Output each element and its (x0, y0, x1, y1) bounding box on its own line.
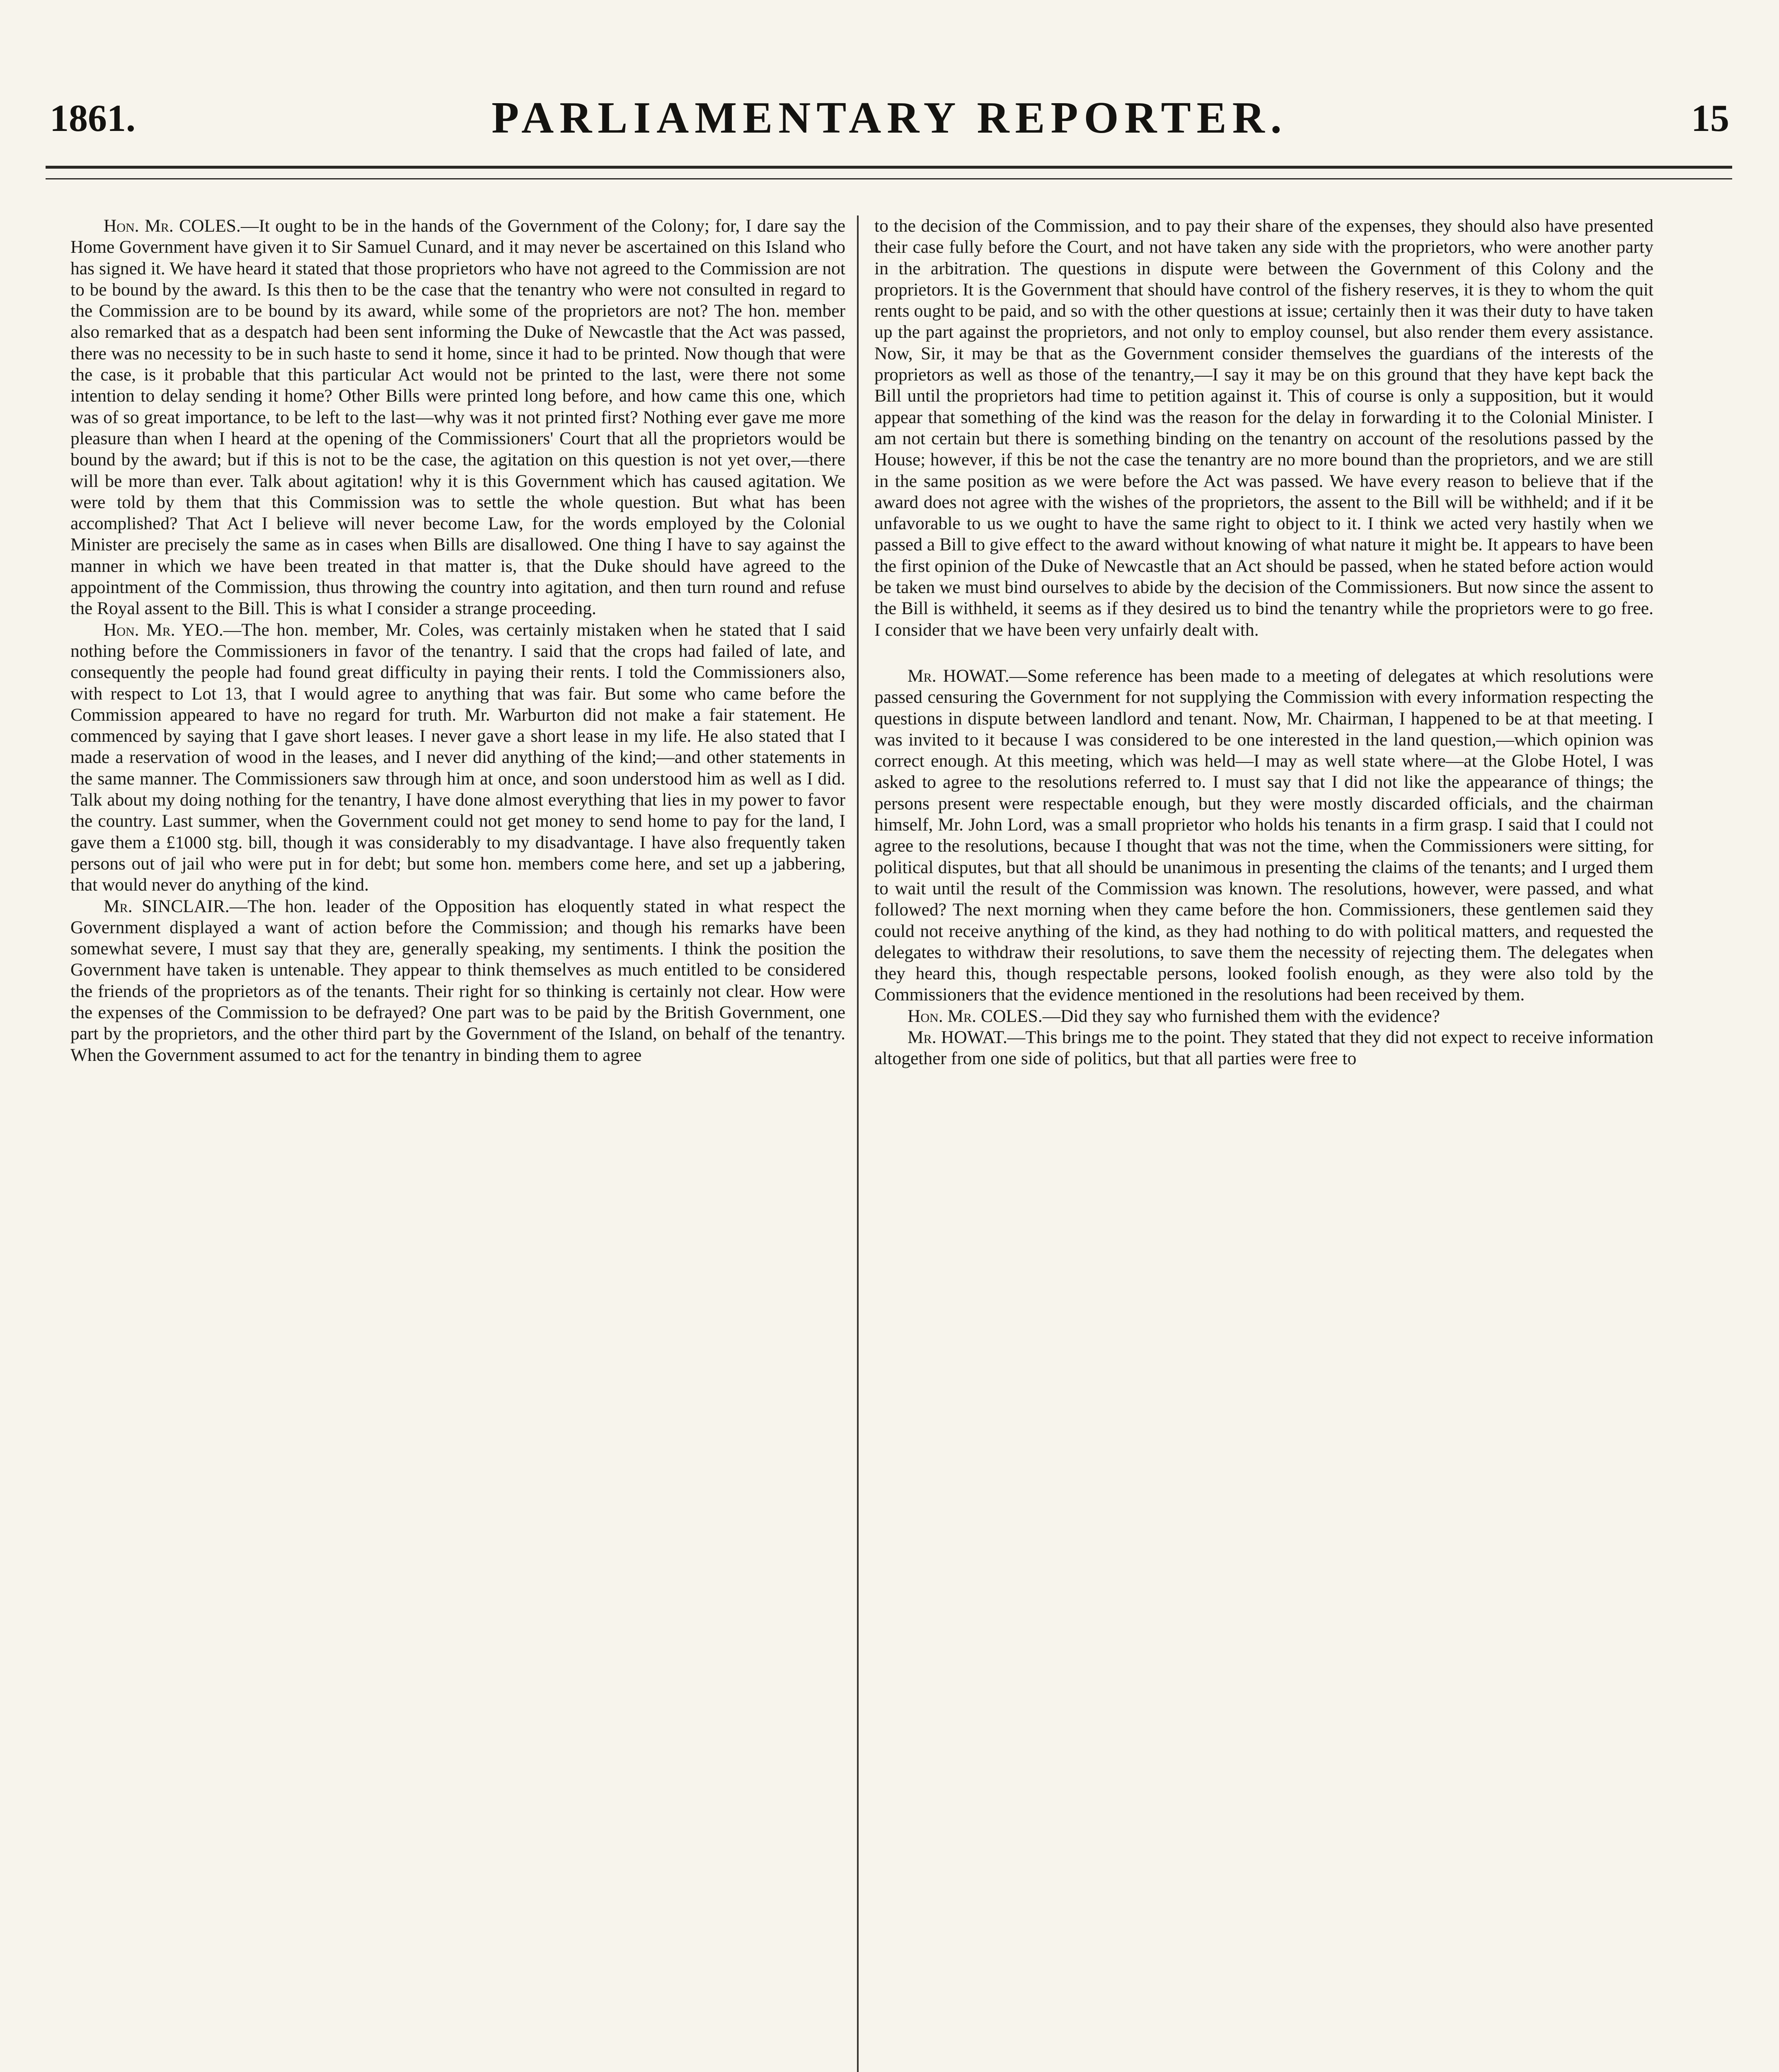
speaker-name: Hon. Mr. COLES. (908, 1006, 1043, 1026)
speaker-name: Mr. HOWAT. (908, 1027, 1007, 1047)
speech-paragraph (70, 215, 845, 620)
speech-text: —This brings me to the point. They stated that they did not expect to receive information altogether from one side of politics, but that all parties were free to (874, 1027, 1653, 1069)
right-column (874, 215, 1653, 2072)
speech-paragraph (874, 666, 1653, 1006)
page-number: 15 (1691, 97, 1729, 139)
publication-title: PARLIAMENTARY REPORTER. (491, 93, 1288, 143)
speaker-name: Hon. Mr. YEO. (104, 620, 223, 640)
left-column (70, 215, 845, 2072)
page-year: 1861. (50, 97, 136, 139)
speech-text: to the decision of the Commission, and to pay their share of the expenses, they should also have presented their case fully before the Court, and not have taken any side with the proprietors, who were another party in the arbitration. The questions in dispute were between the Government of this Colony and the proprietors. It is the Government that should have control of the fishery reserves, it is they to whom the quit rents ought to be paid, and so with the other questions at issue; certainly then it was their duty to have taken up the part against the proprietors, and not only to employ counsel, but also render them every assistance. Now, Sir, it may be that as the Government consider themselves the guardians of the interests of the proprietors as well as those of the tenantry,—I say it may be on this ground that they have kept back the Bill until the proprietors had time to petition against it. This of course is only a supposition, but it would appear that something of the kind was the reason for the delay in forwarding it to the Colonial Minister. I am not certain but there is something binding on the tenantry on account of the resolutions passed by the House; however, if this be not the case the tenantry are no more bound than the proprietors, and we are still in the same position as we were before the Act was passed. We have every reason to believe that if the award does not agree with the wishes of the proprietors, the assent to the Bill will be withheld; and if it be unfavorable to us we ought to have the same right to object to it. I think we acted very hastily when we passed a Bill to give effect to the award without knowing of what nature it might be. It appears to have been the first opinion of the Duke of Newcastle that an Act should be passed, when he stated before action would be taken we must bind ourselves to abide by the decision of the Commissioners. But now since the assent to the Bill is withheld, it seems as if they desired us to bind the tenantry while the proprietors were to go free. I consider that we have been very unfairly dealt with. (874, 216, 1653, 640)
page-header (50, 87, 1729, 149)
column-divider (857, 215, 859, 2072)
speech-paragraph (70, 896, 845, 1066)
speech-text: —The hon. leader of the Opposition has eloquently stated in what respect the Government displayed a want of action before the Commission; and though his remarks have been somewhat severe, I must say that they are, generally speaking, my sentiments. I think the position the Government have taken is untenable. They appear to think themselves as much entitled to be considered the friends of the proprietors as of the tenants. Their right for so thinking is certainly not clear. How were the expenses of the Commission to be defrayed? One part was to be paid by the British Government, one part by the proprietors, and the other third part by the Government of the Island, on behalf of the tenantry. When the Government assumed to act for the tenantry in binding them to agree (70, 896, 845, 1065)
speaker-name: Hon. Mr. COLES. (104, 216, 241, 236)
speech-paragraph (874, 215, 1653, 641)
speech-text: —Did they say who furnished them with the evidence? (1042, 1006, 1440, 1026)
speech-paragraph (874, 1006, 1653, 1027)
speech-paragraph (70, 620, 845, 896)
header-rule (46, 166, 1732, 169)
speaker-name: Mr. SINCLAIR. (104, 896, 230, 916)
speaker-name: Mr. HOWAT. (908, 666, 1009, 686)
speech-text: —The hon. member, Mr. Coles, was certainly mistaken when he stated that I said nothing before the Commissioners in favor of the tenantry. I said that the crops had failed of late, and consequently the people had found great difficulty in paying their rents. I told the Commissioners also, with respect to Lot 13, that I would agree to anything that was fair. But some who came before the Commission appeared to have no regard for truth. Mr. Warburton did not make a fair statement. He commenced by saying that I gave short leases. I never gave a short lease in my life. He also stated that I made a reservation of wood in the leases, and I never did anything of the kind;—and other statements in the same manner. The Commissioners saw through him at once, and soon understood him as well as I did. Talk about my doing nothing for the tenantry, I have done almost everything that lies in my power to favor the country. Last summer, when the Government could not get money to send home to pay for the land, I gave them a £1000 stg. bill, though it was considerably to my disadvantage. I have also frequently taken persons out of jail who were put in for debt; but some hon. members come here, and set up a jabbering, that would never do anything of the kind. (70, 620, 845, 895)
header-rule-thin (46, 178, 1732, 179)
speech-text: —It ought to be in the hands of the Government of the Colony; for, I dare say the Home Government have given it to Sir Samuel Cunard, and it may never be ascertained on this Island who has signed it. We have heard it stated that those proprietors who have not agreed to the Commission are not to be bound by the award. Is this then to be the case that the tenantry who were not consulted in regard to the Commission are to be bound by its award, while some of the proprietors are not? The hon. member also remarked that as a despatch had been sent informing the Duke of Newcastle that the Act was passed, there was no necessity to be in such haste to send it home, since it had to be printed. Now though that were the case, is it probable that this particular Act would not be printed to the last, were there not some intention to delay sending it home? Other Bills were printed long before, and how came this one, which was of so great importance, to be left to the last—why was it not printed first? Nothing ever gave me more pleasure than when I heard at the opening of the Commissioners' Court that all the proprietors would be bound by the award; but if this is not to be the case, the agitation on this question is not yet over,—there will be more than ever. Talk about agitation! why it is this Government which has caused agitation. We were told by them that this Commission was to settle the whole question. But what has been accomplished? That Act I believe will never become Law, for the words employed by the Colonial Minister are precisely the same as in cases when Bills are disallowed. One thing I have to say against the manner in which we have been treated in that matter is, that the Duke should have agreed to the appointment of the Commission, thus throwing the country into agitation, and then turn round and refuse the Royal assent to the Bill. This is what I consider a strange proceeding. (70, 216, 845, 619)
speech-paragraph (874, 1027, 1653, 1070)
speech-text: —Some reference has been made to a meeting of delegates at which resolutions were passed censuring the Government for not supplying the Commission with every information respecting the questions in dispute between landlord and tenant. Now, Mr. Chairman, I happened to be at that meeting. I was invited to it because I was considered to be one interested in the land question,—which opinion was correct enough. At this meeting, which was held—I may as well state where—at the Globe Hotel, I was asked to agree to the resolutions referred to. I must say that I did not like the appearance of things; the persons present were respectable enough, but they were mostly discarded officials, and the chairman himself, Mr. John Lord, was a small proprietor who holds his tenants in a firm grasp. I said that I could not agree to the resolutions, because I thought that was not the time, when the Commissioners were sitting, for political disputes, but that all should be unanimous in presenting the claims of the tenants; and I urged them to wait until the result of the Commission was known. The resolutions, however, were passed, and what followed? The next morning when they came before the hon. Commissioners, these gentlemen said they could not receive anything of the kind, as they had nothing to do with political matters, and requested the delegates to withdraw their resolutions, to save them the necessity of rejecting them. The delegates when they heard this, though respectable persons, looked foolish enough, as they were also told by the Commissioners that the evidence mentioned in the resolutions had been received by them. (874, 666, 1653, 1005)
